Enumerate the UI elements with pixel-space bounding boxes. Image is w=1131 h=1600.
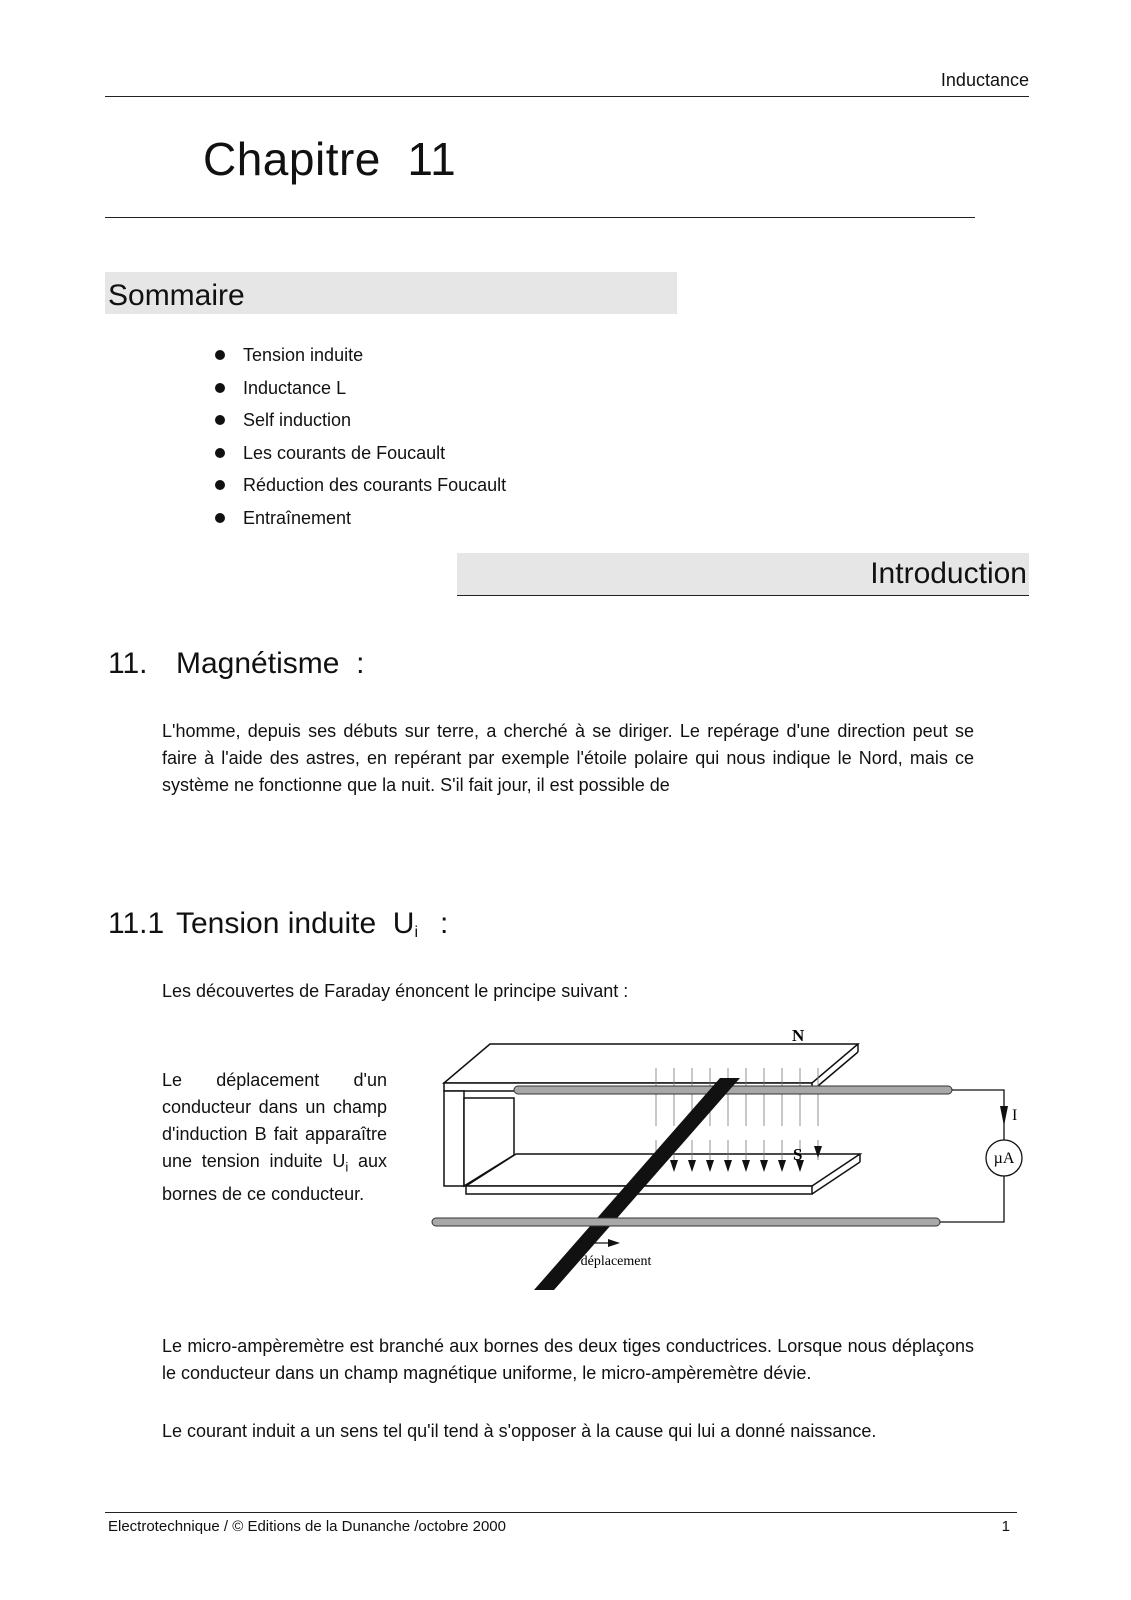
- circuit-wire: [940, 1176, 1004, 1222]
- south-label: S: [793, 1145, 803, 1164]
- paragraph-microammeter: Le micro-ampèremètre est branché aux bornes des deux tiges conductrices. Lorsque nous déplaçons le conducteur dans un champ magnétique uniforme, le micro-ampèremètre dévie.: [162, 1336, 974, 1383]
- subsection-number: 11.1: [108, 907, 165, 940]
- footer-text: Electrotechnique / © Editions de la Dunanche /octobre 2000: [108, 1518, 506, 1535]
- footer-rule: [105, 1512, 1017, 1513]
- running-header: Inductance: [940, 70, 1029, 90]
- chapter-rule: [105, 217, 975, 218]
- bullet-icon: [215, 415, 225, 425]
- microammeter-label: µA: [993, 1150, 1015, 1167]
- displacement-arrow-icon: [608, 1239, 620, 1247]
- north-label: N: [792, 1030, 805, 1045]
- current-arrow-icon: [1000, 1106, 1008, 1126]
- displacement-label: déplacement: [580, 1254, 652, 1269]
- chapter-title: Chapitre 11: [203, 133, 457, 185]
- bullet-icon: [215, 448, 225, 458]
- page-number: 1: [1001, 1518, 1010, 1535]
- bullet-icon: [215, 513, 225, 523]
- paragraph-faraday: Les découvertes de Faraday énoncent le principe suivant :: [162, 981, 629, 1001]
- section-number: 11.: [108, 647, 148, 680]
- subsection-title: Tension induite Ui :: [176, 907, 449, 941]
- paragraph-induction-principle: Le déplacement d'un conducteur dans un champ d'induction B fait apparaître une tension induite $U_i$ aux bornes de ce conducteur.: [162, 1070, 387, 1204]
- bullet-icon: [215, 480, 225, 490]
- north-pole-plate: [444, 1044, 858, 1083]
- current-label: I: [1012, 1107, 1018, 1124]
- lower-rail: [432, 1218, 940, 1226]
- induction-figure: [430, 1030, 1050, 1302]
- introduction-heading: Introduction: [870, 557, 1027, 590]
- paragraph-lenz: Le courant induit a un sens tel qu'il tend à s'opposer à la cause qui lui a donné naissance.: [162, 1421, 877, 1441]
- circuit-wire: [952, 1090, 1004, 1140]
- header-rule: [105, 96, 1029, 97]
- bullet-icon: [215, 350, 225, 360]
- summary-heading: Sommaire: [108, 279, 245, 312]
- upper-rail: [514, 1086, 952, 1094]
- paragraph-magnetisme: L'homme, depuis ses débuts sur terre, a cherché à se diriger. Le repérage d'une direction peut se faire à l'aide des astres, en repérant par exemple l'étoile polaire qui nous indique le Nord, mais ce système ne fonctionne que la nuit. S'il fait jour, il est possible de: [162, 721, 974, 795]
- section-title: Magnétisme :: [176, 647, 365, 680]
- bullet-icon: [215, 383, 225, 393]
